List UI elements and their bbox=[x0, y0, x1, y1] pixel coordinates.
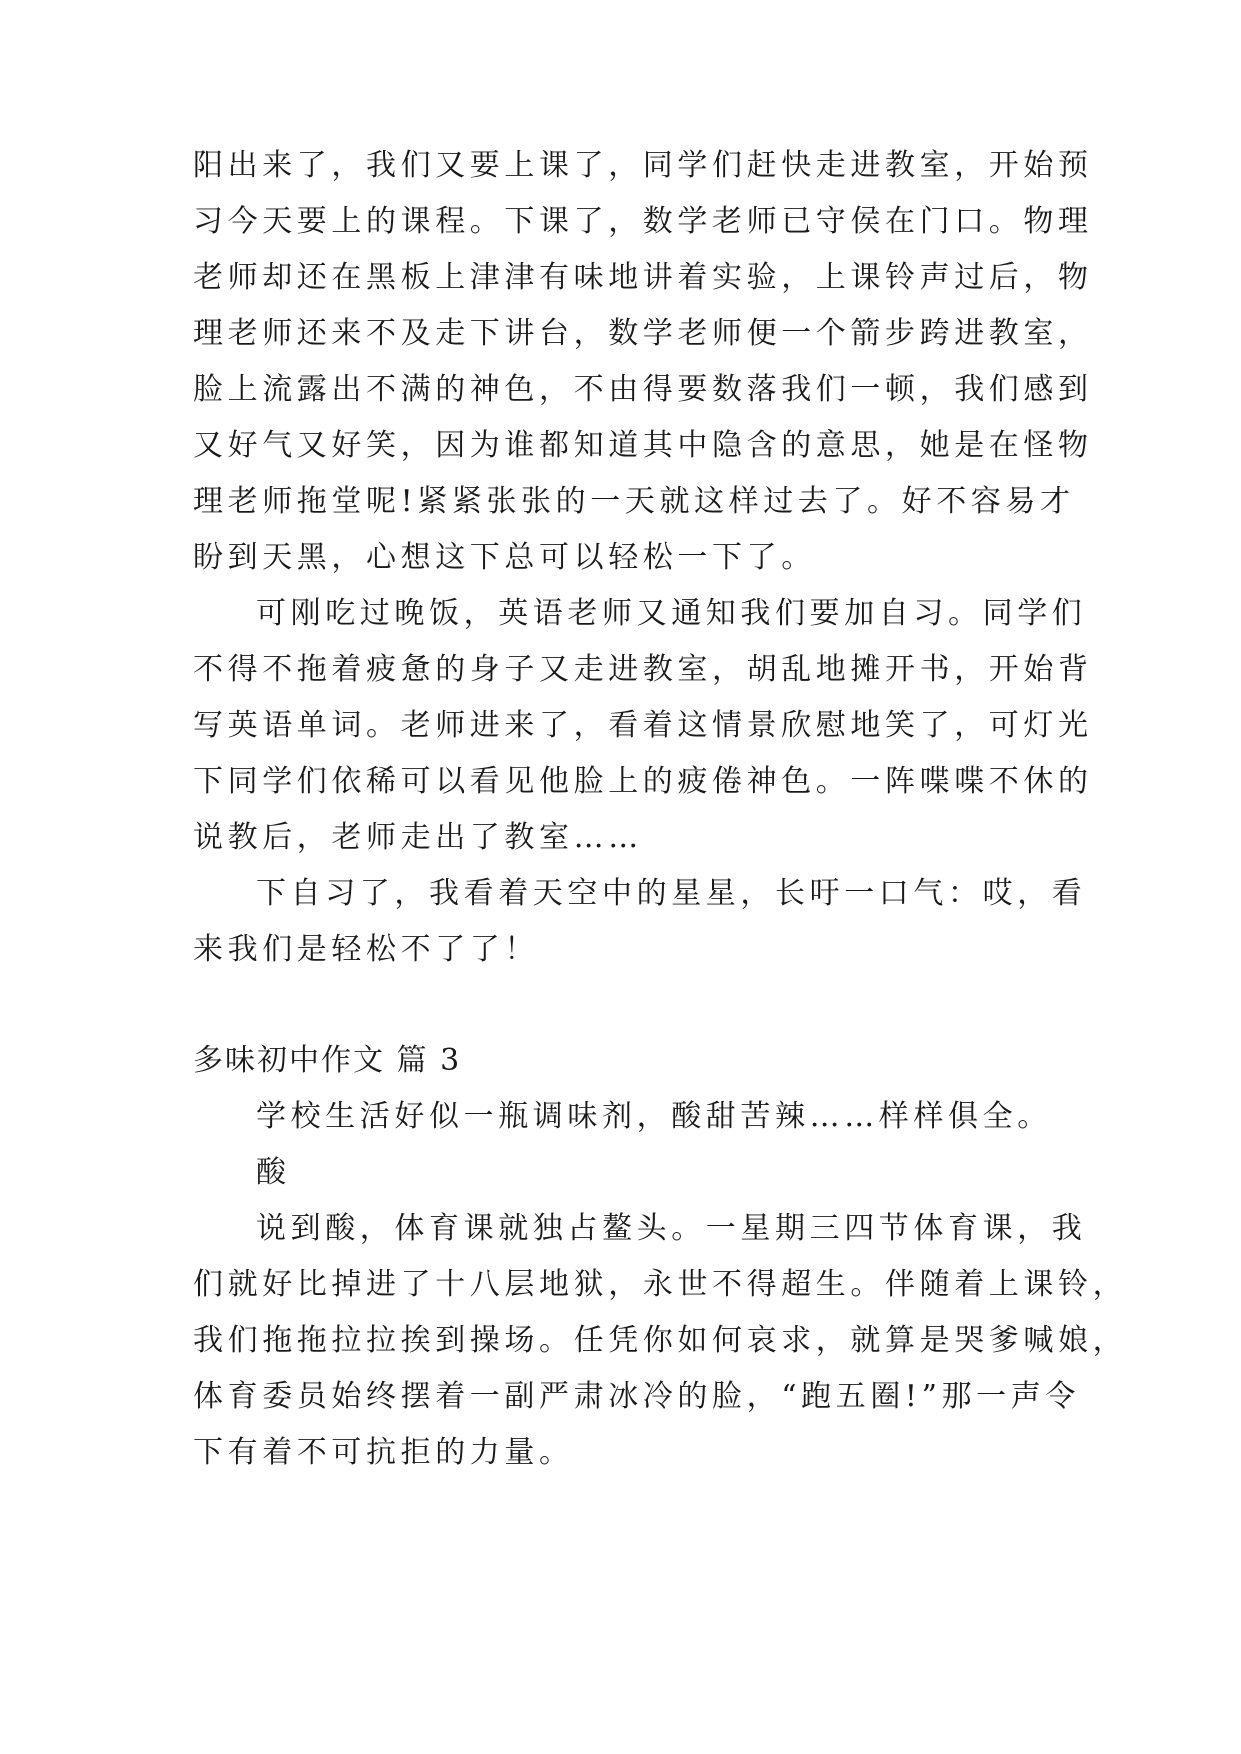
text-line: 下有着不可抗拒的力量。 bbox=[193, 1435, 574, 1470]
section-heading: 多味初中作文 篇 3 bbox=[193, 1043, 462, 1078]
text-line: 理老师拖堂呢!紧紧张张的一天就这样过去了。好不容易才 bbox=[193, 484, 1075, 519]
text-line: 说教后，老师走出了教室…… bbox=[193, 820, 643, 855]
text-line: 又好气又好笑，因为谁都知道其中隐含的意思，她是在怪物 bbox=[193, 428, 1093, 463]
text-line: 可刚吃过晚饭，英语老师又通知我们要加自习。同学们 bbox=[256, 596, 1087, 631]
text-line: 阳出来了，我们又要上课了，同学们赶快走进教室，开始预 bbox=[193, 148, 1093, 183]
text-line: 理老师还来不及走下讲台，数学老师便一个箭步跨进教室， bbox=[193, 316, 1093, 351]
text-line: 下自习了，我看着天空中的星星，长吁一口气：哎，看 bbox=[256, 876, 1087, 911]
text-line: 体育委员始终摆着一副严肃冰冷的脸，“跑五圈!”那一声令 bbox=[193, 1379, 1080, 1414]
text-line: 老师却还在黑板上津津有味地讲着实验，上课铃声过后，物 bbox=[193, 260, 1093, 295]
text-line: 来我们是轻松不了了！ bbox=[193, 932, 539, 967]
text-line: 写英语单词。老师进来了，看着这情景欣慰地笑了，可灯光 bbox=[193, 708, 1093, 743]
text-line: 我们拖拖拉拉挨到操场。任凭你如何哀求，就算是哭爹喊娘， bbox=[193, 1323, 1128, 1358]
text-line: 说到酸，体育课就独占鳌头。一星期三四节体育课，我 bbox=[256, 1211, 1087, 1246]
subheading: 酸 bbox=[256, 1155, 291, 1190]
text-line: 不得不拖着疲惫的身子又走进教室，胡乱地摊开书，开始背 bbox=[193, 652, 1093, 687]
text-line: 盼到天黑，心想这下总可以轻松一下了。 bbox=[193, 540, 816, 575]
text-line: 习今天要上的课程。下课了，数学老师已守侯在门口。物理 bbox=[193, 204, 1093, 239]
text-line: 们就好比掉进了十八层地狱，永世不得超生。伴随着上课铃， bbox=[193, 1267, 1128, 1302]
section-intro: 学校生活好似一瓶调味剂，酸甜苦辣……样样俱全。 bbox=[256, 1099, 1052, 1134]
text-line: 脸上流露出不满的神色，不由得要数落我们一顿，我们感到 bbox=[193, 372, 1093, 407]
text-line: 下同学们依稀可以看见他脸上的疲倦神色。一阵喋喋不休的 bbox=[193, 764, 1093, 799]
